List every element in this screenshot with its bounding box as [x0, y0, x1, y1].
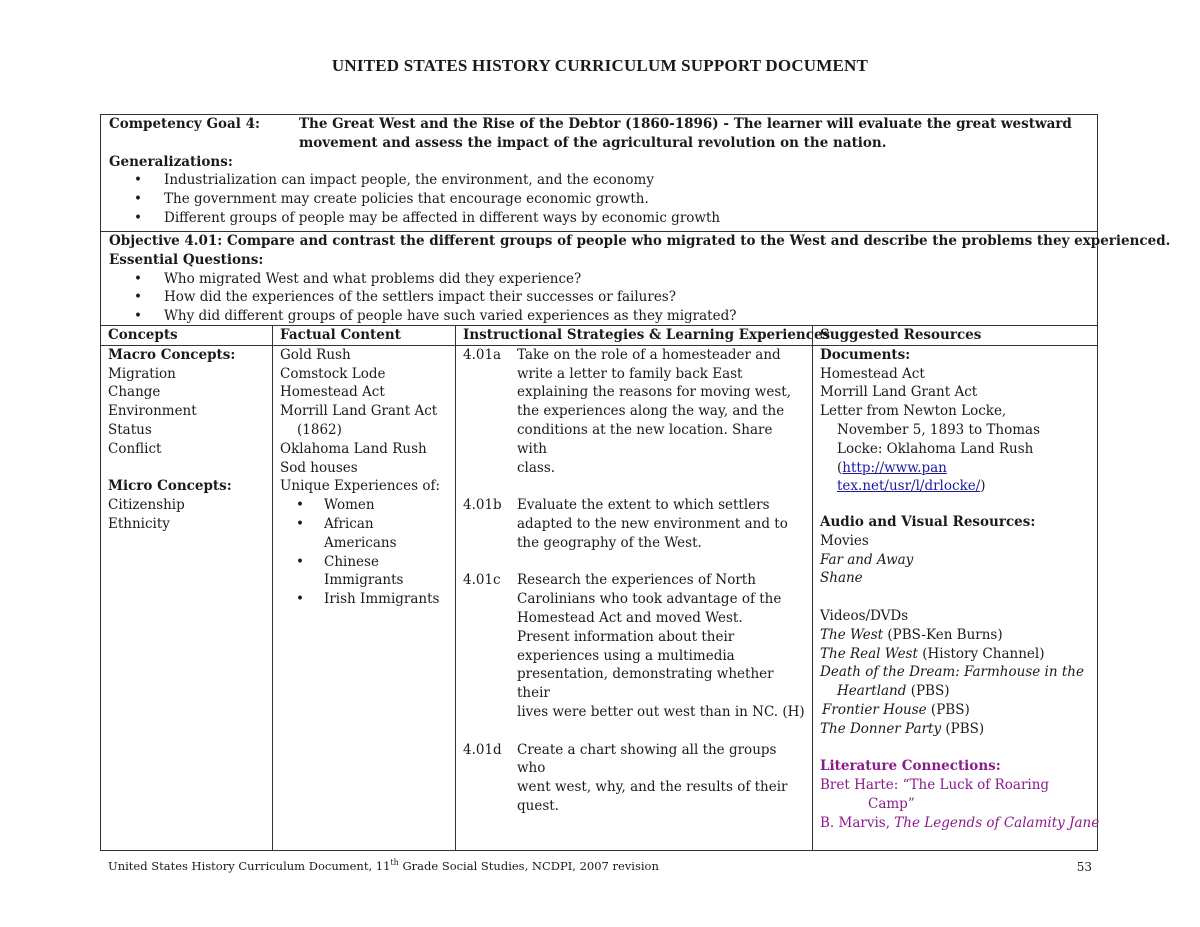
list-item: Far and Away: [820, 551, 914, 568]
list-item: Morrill Land Grant Act: [820, 384, 978, 401]
strategy-item: [463, 571, 805, 721]
essential-questions-list: [109, 270, 1089, 326]
list-item: Heartland (PBS): [837, 683, 950, 700]
page-number: 53: [1076, 860, 1092, 874]
macro-concepts-heading: Macro Concepts:: [108, 346, 236, 363]
goal-section: [101, 115, 1097, 231]
list-item: Camp”: [868, 795, 915, 812]
list-item: Homestead Act: [280, 384, 385, 401]
list-item: Migration: [108, 365, 176, 382]
documents-heading: Documents:: [820, 346, 911, 363]
column-header-factual: Factual Content: [273, 326, 455, 346]
literature-heading: Literature Connections:: [820, 758, 1001, 775]
strategy-code: 4.01d: [463, 741, 502, 758]
strategy-text: Evaluate the extent to which settlers adapted to the new environment and to the geography of the West.: [517, 497, 788, 551]
list-item: B. Marvis, The Legends of Calamity Jane: [820, 814, 1100, 831]
list-item: Immigrants: [324, 572, 404, 589]
goal-text: The Great West and the Rise of the Debtor (1860-1896) - The learner will evaluate the great westward movement and assess the impact of the agricultural revolution on the nation.: [299, 116, 1072, 151]
av-heading: Audio and Visual Resources:: [820, 513, 1036, 530]
list-item: • Irish Immigrants: [290, 590, 448, 609]
list-item: The Donner Party (PBS): [820, 720, 985, 737]
generalizations-list: [109, 171, 1089, 227]
list-item: Americans: [324, 534, 397, 551]
list-item: • Women: [290, 496, 448, 515]
objective-text: Objective 4.01: Compare and contrast the different groups of people who migrated to the West and describe the problems they experienced.: [109, 233, 1171, 249]
column-header-resources: Suggested Resources: [813, 326, 1097, 346]
essential-questions-heading: Essential Questions:: [109, 251, 264, 268]
strategy-text: Create a chart showing all the groups who went west, why, and the results of their quest.: [517, 741, 788, 814]
strategy-item: [463, 496, 805, 552]
list-item: Environment: [108, 403, 197, 420]
goal-label: Competency Goal 4:: [109, 116, 260, 132]
footer-text: United States History Curriculum Document, 11th Grade Social Studies, NCDPI, 2007 revision: [108, 858, 659, 873]
list-item: Letter from Newton Locke,: [820, 403, 1007, 420]
strategy-text: Take on the role of a homesteader and write a letter to family back East explaining the reasons for moving west, the experiences along the way, and the conditions at the new location. Share with class.: [517, 346, 791, 476]
strategy-code: 4.01a: [463, 346, 502, 363]
resource-link: tex.net/usr/l/drlocke/): [837, 478, 986, 495]
list-item: Frontier House (PBS): [822, 701, 970, 718]
list-item: • Chinese: [290, 553, 448, 572]
strategy-code: 4.01c: [463, 572, 501, 589]
groups-list: [280, 496, 448, 534]
strategies-column: [456, 326, 831, 850]
list-item: Sod houses: [280, 459, 358, 476]
movies-label: Movies: [820, 532, 869, 549]
generalizations-heading: Generalizations:: [109, 153, 233, 170]
list-item: Gold Rush: [280, 346, 351, 363]
strategy-text: Research the experiences of North Carolinians who took advantage of the Homestead Act and moved West. Present information about their experiences using a multimedia presentation, demonstrating whether their lives were better out west than in NC. (H): [517, 572, 805, 720]
list-item: Status: [108, 421, 152, 438]
column-header-strategies: Instructional Strategies & Learning Experiences: [456, 326, 812, 346]
document-title: UNITED STATES HISTORY CURRICULUM SUPPORT DOCUMENT: [331, 56, 869, 75]
list-item: Citizenship: [108, 497, 185, 514]
resource-link: (http://www.pan: [837, 459, 947, 476]
concepts-column: [101, 326, 273, 850]
list-item: • Why did different groups of people have such varied experiences as they migrated?: [134, 307, 1089, 326]
objective-section: [101, 231, 1171, 325]
list-item: Death of the Dream: Farmhouse in the: [820, 664, 1084, 681]
list-item: Morrill Land Grant Act: [280, 403, 438, 420]
list-item: • African: [290, 515, 448, 534]
factual-content-column: [273, 326, 456, 850]
curriculum-table: [100, 114, 1171, 851]
list-item: Locke: Oklahoma Land Rush: [837, 440, 1034, 457]
videos-label: Videos/DVDs: [820, 607, 909, 624]
list-item: • Who migrated West and what problems did they experience?: [134, 270, 1089, 289]
list-item: Oklahoma Land Rush: [280, 440, 427, 457]
list-item: • The government may create policies that encourage economic growth.: [134, 190, 1089, 209]
list-item: • Industrialization can impact people, the environment, and the economy: [134, 171, 1089, 190]
list-item: Comstock Lode: [280, 365, 386, 382]
strategy-code: 4.01b: [463, 497, 502, 514]
micro-concepts-heading: Micro Concepts:: [108, 478, 232, 495]
url-link[interactable]: tex.net/usr/l/drlocke/: [837, 478, 981, 495]
strategy-item: [463, 346, 805, 478]
list-item: • How did the experiences of the settlers impact their successes or failures?: [134, 288, 1089, 307]
list-item: November 5, 1893 to Thomas: [837, 421, 1041, 438]
list-item: • Different groups of people may be affected in different ways by economic growth: [134, 209, 1089, 228]
list-item: Shane: [820, 570, 863, 587]
list-item: Change: [108, 384, 161, 401]
list-item: The Real West (History Channel): [820, 645, 1045, 662]
list-item: The West (PBS-Ken Burns): [820, 626, 1003, 643]
content-columns: [101, 325, 1100, 850]
column-header-concepts: Concepts: [101, 326, 272, 346]
list-item: Ethnicity: [108, 515, 170, 532]
list-item: Bret Harte: “The Luck of Roaring: [820, 777, 1050, 794]
resources-column: [813, 326, 1100, 850]
list-item: Homestead Act: [820, 365, 925, 382]
strategy-item: [463, 741, 805, 816]
url-link[interactable]: http://www.pan: [842, 459, 947, 476]
list-item: Unique Experiences of:: [280, 478, 441, 495]
list-item: Conflict: [108, 440, 162, 457]
list-item: (1862): [297, 421, 342, 438]
